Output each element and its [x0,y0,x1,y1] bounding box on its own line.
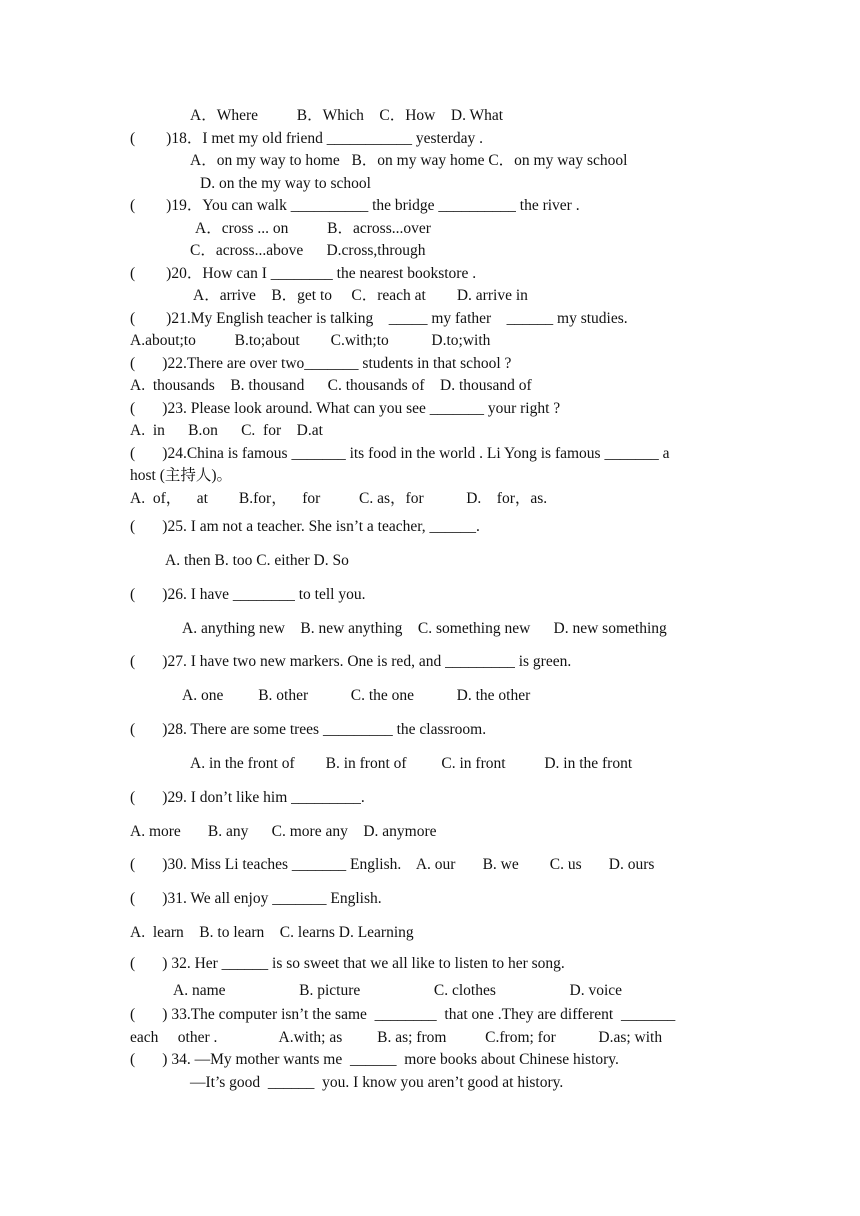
q23-options: A. in B.on C. for D.at [130,422,323,439]
q28-options: A. in the front of B. in front of C. in front D. in the front [190,755,633,772]
question-20: ( )20．How can I ________ the nearest bookstore . [130,265,477,282]
q32-options: A. name B. picture C. clothes D. voice [173,982,623,999]
question-21: ( )21.My English teacher is talking _____ my father ______ my studies. [130,310,628,327]
q24-options: A. of， at B.for， for C. as，for D. for，as. [130,490,548,507]
question-26: ( )26. I have ________ to tell you. [130,586,366,603]
q19-options-line-2: C．across...above D.cross,through [190,242,426,259]
question-22: ( )22.There are over two_______ students in that school ? [130,355,512,372]
q17-options: A．Where B．Which C．How D. What [190,107,504,124]
question-33-continued: each other . A.with; as B. as; from C.from; for D.as; with [130,1029,663,1046]
question-25: ( )25. I am not a teacher. She isn’t a teacher, ______. [130,518,480,535]
question-27: ( )27. I have two new markers. One is red, and _________ is green. [130,653,572,670]
question-31: ( )31. We all enjoy _______ English. [130,890,382,907]
q25-options: A. then B. too C. either D. So [165,552,349,569]
question-29: ( )29. I don’t like him _________. [130,789,365,806]
q19-options-line-1: A．cross ... on B．across...over [195,220,431,237]
question-18: ( )18．I met my old friend ___________ yesterday . [130,130,483,147]
question-19: ( )19．You can walk __________ the bridge __________ the river . [130,197,580,214]
q31-options: A. learn B. to learn C. learns D. Learning [130,924,414,941]
q20-options: A．arrive B．get to C．reach at D. arrive in [193,287,528,304]
question-34-reply: —It’s good ______ you. I know you aren’t good at history. [190,1074,564,1091]
q29-options: A. more B. any C. more any D. anymore [130,823,437,840]
question-24-continued: host (主持人)。 [130,467,233,484]
q21-options: A.about;to B.to;about C.with;to D.to;with [130,332,491,349]
question-23: ( )23. Please look around. What can you see _______ your right ? [130,400,561,417]
q18-options-line-1: A．on my way to home B．on my way home C．on my way school [190,152,628,169]
question-28: ( )28. There are some trees _________ the classroom. [130,721,487,738]
question-34: ( ) 34. —My mother wants me ______ more books about Chinese history. [130,1051,619,1068]
question-32: ( ) 32. Her ______ is so sweet that we all like to listen to her song. [130,955,565,972]
question-24: ( )24.China is famous _______ its food in the world . Li Yong is famous _______ a [130,445,670,462]
question-33: ( ) 33.The computer isn’t the same ________ that one .They are different _______ [130,1006,676,1023]
question-30: ( )30. Miss Li teaches _______ English. A. our B. we C. us D. ours [130,856,655,873]
q18-options-line-2: D. on the my way to school [200,175,371,192]
q22-options: A. thousands B. thousand C. thousands of D. thousand of [130,377,532,394]
q27-options: A. one B. other C. the one D. the other [182,687,531,704]
q26-options: A. anything new B. new anything C. something new D. new something [182,620,667,637]
